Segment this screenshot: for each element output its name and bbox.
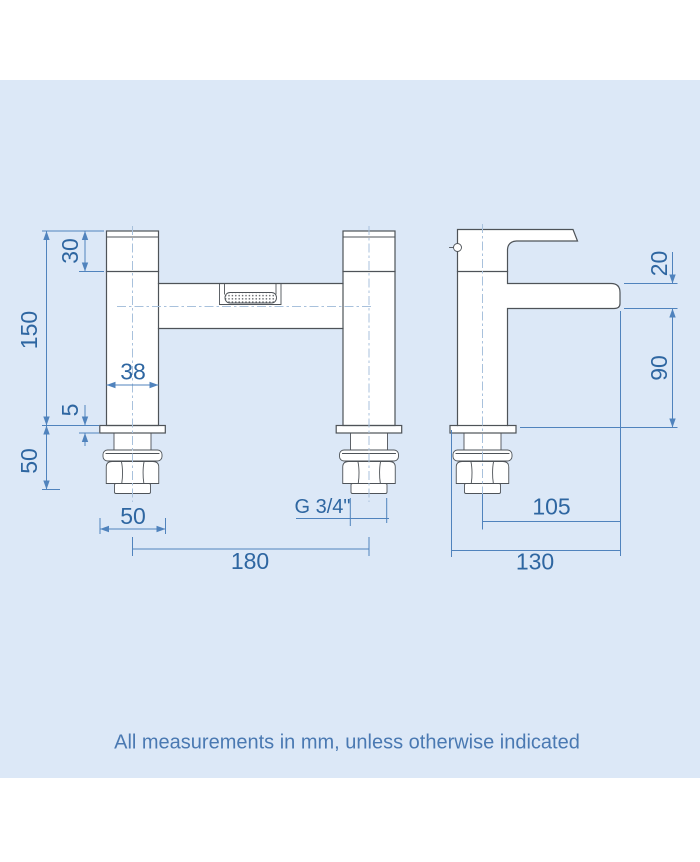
dim-tap-centres-label: 180 xyxy=(230,548,270,574)
aerator-mesh xyxy=(225,293,277,304)
dim-thread-size-label: G 3/4" xyxy=(294,496,351,518)
dim-body-width-label: 38 xyxy=(120,358,146,385)
dim-deck-plate-thickness-label: 5 xyxy=(57,403,83,417)
dim-spout-height-label: 90 xyxy=(646,355,672,381)
dim-overall-depth-label: 130 xyxy=(515,548,555,575)
dim-cap-height-label: 30 xyxy=(57,238,83,264)
dim-base-width-label: 50 xyxy=(120,503,146,529)
dim-spout-thickness-label: 20 xyxy=(646,250,672,277)
handle-indicator-dot xyxy=(454,244,462,252)
dim-spout-reach-label: 105 xyxy=(532,493,571,520)
dim-shank-length-label: 50 xyxy=(16,448,42,474)
dim-overall-height-label: 150 xyxy=(16,310,42,350)
measurements-note: All measurements in mm, unless otherwise indicated xyxy=(114,731,580,754)
